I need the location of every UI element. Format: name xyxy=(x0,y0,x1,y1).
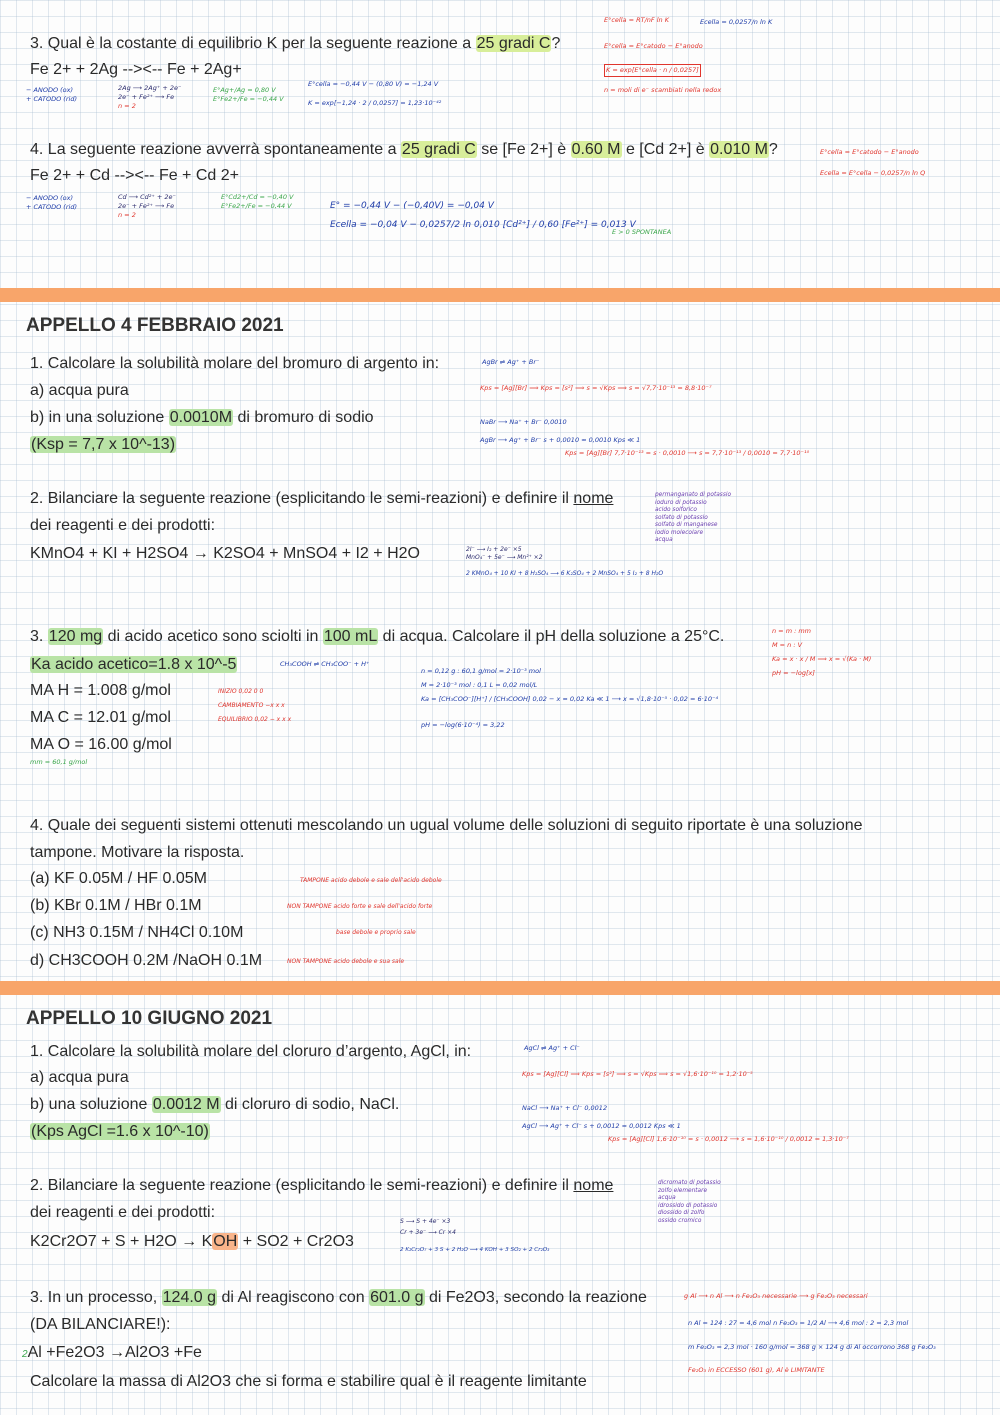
s1-question-3-ka: Ka acido acetico=1.8 x 10^-5 xyxy=(31,656,237,673)
note-q4-formulas: E°cella = E°catodo − E°anodo Ecella = E°cella − 0,0257/n ln Q xyxy=(820,148,926,177)
note-s2-q3-calc-2: m Fe₂O₃ = 2,3 mol · 160 g/mol = 368 g × 124 g di Al occorrono 368 g Fe₂O₃ xyxy=(688,1343,936,1351)
s2-question-1-a: a) acqua pura xyxy=(30,1069,129,1086)
s1-question-4-d: d) CH3COOH 0.2M /NaOH 0.1M xyxy=(30,952,263,969)
note-s1-q4-c: base debole e proprio sale xyxy=(336,929,416,936)
s1-question-1-line-1: 1. Calcolare la solubilità molare del bromuro di argento in: xyxy=(30,355,440,372)
s2-question-1-b: b) una soluzione 0.0012 M di cloruro di sodio, NaCl. xyxy=(30,1096,400,1113)
note-q3-formula-1: E°cella = RT/nF ln K xyxy=(604,16,669,24)
s1-question-3-ma-h: MA H = 1.008 g/mol xyxy=(30,682,171,699)
section-divider xyxy=(0,981,1000,995)
note-s1-q1-b3: Kps = [Ag][Br] 7,7·10⁻¹³ = s · 0,0010 ⟶ s = 7,7·10⁻¹³ / 0,0010 = 7,7·10⁻¹⁰ xyxy=(565,449,810,457)
note-s1-q4-a: TAMPONE acido debole e sale dell'acido debole xyxy=(300,877,442,884)
question-4-text: 4. La seguente reazione avverrà spontaneamente a 25 gradi C se [Fe 2+] è 0.60 M e [Cd 2+] è 0.010 M? xyxy=(30,141,778,158)
note-s2-q2-names: dicromato di potassio zolfo elementare acqua idrossido di potassio diossido di zolfo ossido cromico xyxy=(658,1180,721,1224)
s2-question-3-line-4: Calcolare la massa di Al2O3 che si forma e stabilire qual è il reagente limitante xyxy=(30,1373,587,1390)
note-s2-q3-calc-3: Fe₂O₃ in ECCESSO (601 g), Al è LIMITANTE xyxy=(688,1366,825,1374)
note-s1-q1-eq: AgBr ⇌ Ag⁺ + Br⁻ xyxy=(482,358,540,366)
s2-question-3-reaction: 2Al +Fe2O3 →Al2O3 +Fe xyxy=(22,1344,202,1361)
s2-question-2-reaction: K2Cr2O7 + S + H2O → KOH + SO2 + Cr2O3 xyxy=(30,1233,354,1250)
s1-question-3-ma-o: MA O = 16.00 g/mol xyxy=(30,736,172,753)
s1-question-1-b: b) in una soluzione 0.0010M di bromuro di sodio xyxy=(30,409,374,426)
s2-question-2-line-1: 2. Bilanciare la seguente reazione (esplicitando le semi-reazioni) e definire il nome xyxy=(30,1177,614,1194)
s1-question-4-line-1: 4. Quale dei seguenti sistemi ottenuti mescolando un ugual volume delle soluzioni di seguito riportate è una soluzione xyxy=(30,817,863,834)
s1-question-4-c: (c) NH3 0.15M / NH4Cl 0.10M xyxy=(30,924,244,941)
note-q3-potentials: E°Ag+/Ag = 0,80 V E°Fe2+/Fe = −0,44 V xyxy=(213,86,284,103)
s2-question-1-line-1: 1. Calcolare la solubilità molare del cloruro d’argento, AgCl, in: xyxy=(30,1043,472,1060)
note-q4-calc: E° = −0,44 V − (−0,40V) = −0,04 V Ecella = −0,04 V − 0,0257/2 ln 0,010 [Cd²⁺] / 0,60 [Fe²⁺] = 0,013 V xyxy=(330,201,636,230)
note-q4-potentials: E°Cd2+/Cd = −0,40 V E°Fe2+/Fe = −0,44 V xyxy=(221,193,294,210)
note-s2-q2-balanced: 2 K₂Cr₂O₇ + 3 S + 2 H₂O ⟶ 4 KOH + 3 SO₂ + 2 Cr₂O₃ xyxy=(400,1247,550,1253)
s1-question-1-ksp: (Ksp = 7,7 x 10^-13) xyxy=(31,436,176,453)
note-s2-q1-kps: Kps = [Ag][Cl] ⟹ Kps = [s²] ⟹ s = √Kps ⟹ s = √1,6·10⁻¹⁰ = 1,2·10⁻⁵ xyxy=(522,1070,753,1078)
s1-question-2-line-1: 2. Bilanciare la seguente reazione (esplicitando le semi-reazioni) e definire il nome xyxy=(30,490,614,507)
s1-question-1-a: a) acqua pura xyxy=(30,382,129,399)
note-s2-q2-half: S ⟶ S + 4e⁻ ×3 Cr + 3e⁻ ⟶ Cr ×4 xyxy=(400,1218,456,1236)
note-s1-q4-d: NON TAMPONE acido debole e sua sale xyxy=(287,958,405,965)
note-q3-half-reactions: 2Ag ⟶ 2Ag⁺ + 2e⁻ 2e⁻ + Fe²⁺ ⟶ Fe n = 2 xyxy=(118,84,182,110)
note-q4-result: E > 0 SPONTANEA xyxy=(612,228,672,236)
note-s1-q4-b: NON TAMPONE acido forte e sale dell'acido forte xyxy=(287,903,433,910)
note-s1-q3-mm: mm = 60,1 g/mol xyxy=(30,758,88,766)
note-s1-q2-half: 2I⁻ ⟶ I₂ + 2e⁻ ×5 MnO₄⁻ + 5e⁻ ⟶ Mn²⁺ ×2 xyxy=(466,546,543,561)
note-s1-q3-eq: CH₃COOH ⇌ CH₃COO⁻ + H⁺ xyxy=(280,660,370,668)
s1-question-2-line-2: dei reagenti e dei prodotti: xyxy=(30,517,216,534)
section-divider xyxy=(0,288,1000,302)
s2-question-3-line-2: (DA BILANCIARE!): xyxy=(30,1316,171,1333)
note-q3-formula-3: E°cella = E°catodo − E°anodo xyxy=(604,42,703,50)
section-title-jun-2021: APPELLO 10 GIUGNO 2021 xyxy=(26,1008,273,1029)
note-q3-formula-4: K = exp[E°cella · n / 0,0257] xyxy=(604,64,701,77)
note-s1-q1-b2: AgBr ⟶ Ag⁺ + Br⁻ s + 0,0010 ≈ 0,0010 Kps ≪ 1 xyxy=(480,436,641,444)
note-s1-q1-kps: Kps = [Ag][Br] ⟹ Kps = [s²] ⟹ s = √Kps ⟹ s = √7,7·10⁻¹³ = 8,8·10⁻⁷ xyxy=(480,384,712,392)
note-s2-q1-b2: AgCl ⟶ Ag⁺ + Cl⁻ s + 0,0012 ≈ 0,0012 Kps ≪ 1 xyxy=(522,1122,681,1130)
note-s2-q3-calc-1: n Al = 124 : 27 = 4,6 mol n Fe₂O₃ = 1/2 Al ⟶ 4,6 mol : 2 = 2,3 mol xyxy=(688,1319,909,1327)
note-q4-half-reactions: Cd ⟶ Cd²⁺ + 2e⁻ 2e⁻ + Fe²⁺ ⟶ Fe n = 2 xyxy=(118,193,176,219)
s1-question-4-a: (a) KF 0.05M / HF 0.05M xyxy=(30,870,207,887)
note-q4-electrodes: − ANODO (ox) + CATODO (rid) xyxy=(26,194,77,211)
s2-question-2-line-2: dei reagenti e dei prodotti: xyxy=(30,1204,216,1221)
note-s1-q1-b1: NaBr ⟶ Na⁺ + Br⁻ 0,0010 xyxy=(480,418,567,426)
note-s1-q3-calc: n = 0,12 g : 60,1 g/mol = 2·10⁻³ mol M = 2·10⁻³ mol : 0,1 L = 0,02 mol/L Ka = [CH₃COO⁻][H⁺] / [CH₃COOH] 0,02 − x ≈ 0,02 Ka ≪ 1 ⟶ x = √1,8·10⁻⁵ · 0,02 = 6·10⁻⁴ pH = −log(6·10⁻⁴) = 3,22 xyxy=(421,667,719,729)
s2-question-1-kps: (Kps AgCl =1.6 x 10^-10) xyxy=(31,1123,209,1140)
s2-question-3-line-1: 3. In un processo, 124.0 g di Al reagiscono con 601.0 g di Fe2O3, secondo la reazione xyxy=(30,1289,647,1306)
s1-question-3-ma-c: MA C = 12.01 g/mol xyxy=(30,709,171,726)
s1-question-2-reaction: KMnO4 + KI + H2SO4 → K2SO4 + MnSO4 + I2 + H2O xyxy=(30,545,420,562)
note-s1-q3-formulas: n = m : mm M = n : V Ka = x · x / M ⟹ x = √(Ka · M) pH = −log[x] xyxy=(772,627,872,677)
note-q3-formula-2: Ecella = 0,0257/n ln K xyxy=(700,18,773,26)
note-s2-q1-eq: AgCl ⇌ Ag⁺ + Cl⁻ xyxy=(524,1044,580,1052)
note-q3-calc: E°cella = −0,44 V − (0,80 V) = −1,24 V K = exp[−1,24 · 2 / 0,0257] = 1,23·10⁻⁴² xyxy=(308,80,442,107)
note-s2-q3-chain: g Al ⟶ n Al ⟶ n Fe₂O₃ necessarie ⟶ g Fe₂O₃ necessari xyxy=(684,1292,868,1300)
note-q3-electrodes: − ANODO (ox) + CATODO (rid) xyxy=(26,86,77,103)
note-s1-q3-ice-table: INIZIO 0,02 0 0 CAMBIAMENTO −x x x EQUILIBRIO 0,02 − x x x xyxy=(218,688,292,723)
note-q3-formula-5: n = moli di e⁻ scambiati nella redox xyxy=(604,86,722,94)
question-3-reaction: Fe 2+ + 2Ag --><-- Fe + 2Ag+ xyxy=(30,61,242,78)
question-3-text: 3. Qual è la costante di equilibrio K per la seguente reazione a 25 gradi C? xyxy=(30,35,561,52)
section-title-feb-2021: APPELLO 4 FEBBRAIO 2021 xyxy=(26,315,284,336)
s1-question-4-b: (b) KBr 0.1M / HBr 0.1M xyxy=(30,897,202,914)
question-4-reaction: Fe 2+ + Cd --><-- Fe + Cd 2+ xyxy=(30,167,239,184)
note-s1-q2-names: permanganato di potassio ioduro di potassio acido solforico solfato di potassio solfato di manganese iodio molecolare acqua xyxy=(655,492,732,543)
note-s1-q2-balanced: 2 KMnO₄ + 10 KI + 8 H₂SO₄ ⟶ 6 K₂SO₄ + 2 MnSO₄ + 5 I₂ + 8 H₂O xyxy=(466,570,664,577)
note-s2-q1-b1: NaCl ⟶ Na⁺ + Cl⁻ 0,0012 xyxy=(522,1104,608,1112)
s1-question-4-line-2: tampone. Motivare la risposta. xyxy=(30,844,245,861)
s1-question-3-line-1: 3. 120 mg di acido acetico sono sciolti in 100 mL di acqua. Calcolare il pH della soluzione a 25°C. xyxy=(30,628,725,645)
note-s2-q1-b3: Kps = [Ag][Cl] 1,6·10⁻¹⁰ = s · 0,0012 ⟶ s = 1,6·10⁻¹⁰ / 0,0012 = 1,3·10⁻⁷ xyxy=(608,1135,849,1143)
